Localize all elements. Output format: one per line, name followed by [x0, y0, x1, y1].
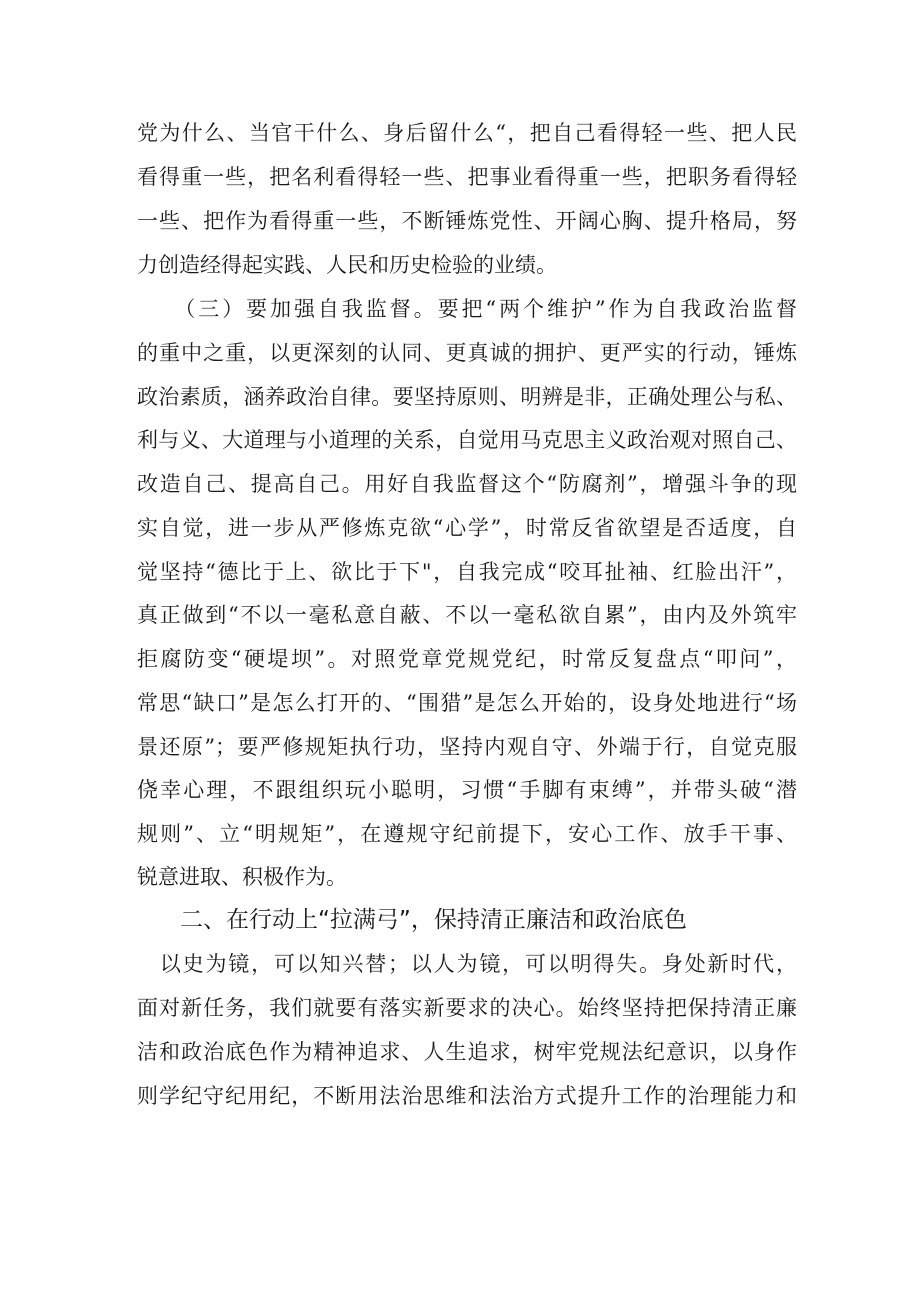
section-heading: 二、在行动上“拉满弓”，保持清正廉洁和政治底色 — [180, 907, 687, 933]
paragraph-2-line: 景还原”；要严修规矩执行功，坚持内观自守、外端于行，自觉克服 — [137, 735, 797, 759]
paragraph-1-line: 一些、把作为看得重一些，不断锤炼党性、开阔心胸、提升格局，努 — [137, 209, 797, 233]
paragraph-1-line: 党为什么、当官干什么、身后留什么“，把自己看得轻一些、把人民 — [137, 121, 797, 145]
paragraph-2-line: 侥幸心理，不跟组织玩小聪明，习惯“手脚有束缚”，并带头破“潜 — [137, 778, 797, 802]
paragraph-3-line: 则学纪守纪用纪，不断用法治思维和法治方式提升工作的治理能力和 — [137, 1084, 797, 1108]
paragraph-2-line: 锐意进取、积极作为。 — [137, 865, 347, 889]
paragraph-1-line: 力创造经得起实践、人民和历史检验的业绩。 — [137, 253, 557, 277]
paragraph-2-line: 实自觉，进一步从严修炼克欲“心学”，时常反省欲望是否适度，自 — [137, 516, 797, 540]
paragraph-1-line: 看得重一些，把名利看得轻一些、把事业看得重一些，把职务看得轻 — [137, 165, 797, 189]
paragraph-2-line: 真正做到“不以一毫私意自蔽、不以一毫私欲自累”，由内及外筑牢 — [137, 603, 797, 627]
paragraph-2-line: 改造自己、提高自己。用好自我监督这个“防腐剂”，增强斗争的现 — [137, 472, 797, 496]
paragraph-2-line: 利与义、大道理与小道理的关系，自觉用马克思主义政治观对照自己、 — [137, 428, 797, 452]
paragraph-2-line: 拒腐防变“硬堤坝”。对照党章党规党纪，时常反复盘点“叩问”， — [137, 647, 797, 671]
paragraph-2-line: 的重中之重，以更深刻的认同、更真诚的拥护、更严实的行动，锤炼 — [137, 341, 797, 365]
paragraph-2-line: （三）要加强自我监督。要把“两个维护”作为自我政治监督 — [137, 297, 797, 321]
paragraph-2-line: 规则”、立“明规矩”，在遵规守纪前提下，安心工作、放手干事、 — [137, 822, 797, 846]
paragraph-2-line: 政治素质，涵养政治自律。要坚持原则、明辨是非，正确处理公与私、 — [137, 385, 797, 409]
paragraph-2-line: 觉坚持“德比于上、欲比于下"，自我完成“咬耳扯袖、红脸出汗”， — [137, 560, 797, 584]
paragraph-3-line: 以史为镜，可以知兴替；以人为镜，可以明得失。身处新时代， — [137, 952, 797, 976]
paragraph-2-line: 常思“缺口”是怎么打开的、“围猎”是怎么开始的，设身处地进行“场 — [137, 691, 797, 715]
paragraph-3-line: 洁和政治底色作为精神追求、人生追求，树牢党规法纪意识，以身作 — [137, 1040, 797, 1064]
paragraph-3-line: 面对新任务，我们就要有落实新要求的决心。始终坚持把保持清正廉 — [137, 996, 797, 1020]
